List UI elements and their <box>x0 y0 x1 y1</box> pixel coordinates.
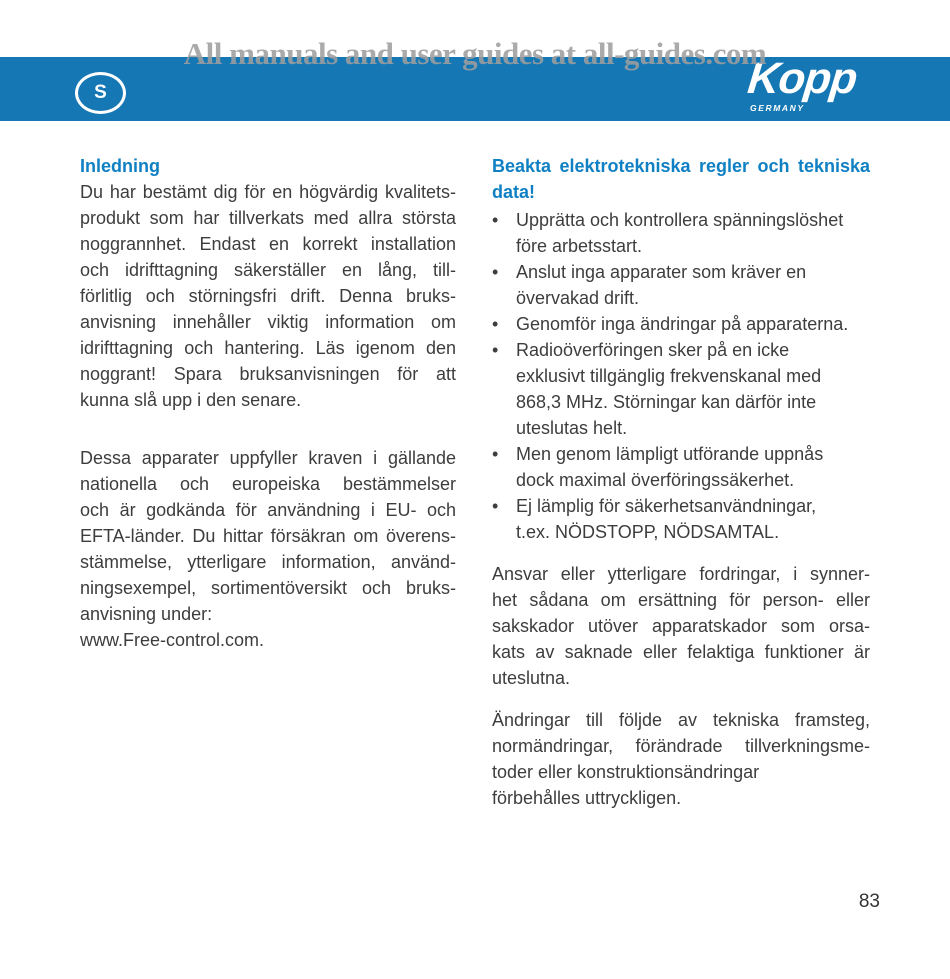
compliance-paragraph: Dessa apparater uppfyller kraven i gällande nationella och europeiska bestämmelser och är godkända för användning i EU- och EFTA-länder. Du hittar försäkran om överens- stämmelse, ytterligare information, använd- ningsexempel, sortimentöversikt och bruks- anvisning under: <box>80 448 456 624</box>
right-column <box>492 153 870 811</box>
bullet-text: Men genom lämpligt utförande uppnås dock maximal överföringssäkerhet. <box>516 444 824 490</box>
liability-paragraph: Ansvar eller ytterligare fordringar, i synner- het sådana om ersättning för person- eller sakskador utöver apparatskador som orsa- kats av saknade eller felaktiga funktioner är uteslutna. <box>492 564 870 688</box>
changes-paragraph: Ändringar till följde av tekniska framsteg, normändringar, förändrade tillverkningsme- toder eller konstruktionsändringar förbehålles uttryckligen. <box>492 710 870 808</box>
bullet-item <box>492 311 870 337</box>
bullet-dot-icon: • <box>492 496 499 516</box>
left-column <box>80 153 456 653</box>
watermark-text: All manuals and user guides at all-guides.com <box>183 36 767 71</box>
bullet-item <box>492 337 870 441</box>
bullet-dot-icon: • <box>492 314 499 334</box>
bullet-dot-icon: • <box>492 210 499 230</box>
s-badge-letter: S <box>94 82 107 103</box>
safety-bullet-list <box>492 207 870 545</box>
brand-name: Kopp <box>745 54 860 103</box>
brand-country: GERMANY <box>750 103 805 113</box>
bullet-text: Genomför inga ändringar på apparaterna. <box>516 314 849 334</box>
bullet-dot-icon: • <box>492 444 499 464</box>
bullet-item <box>492 259 870 311</box>
bullet-text: Anslut inga apparater som kräver en övervakad drift. <box>516 262 807 308</box>
left-section-heading: Inledning <box>80 156 160 176</box>
website-url: www.Free-control.com. <box>80 630 265 650</box>
bullet-text: Radioöverföringen sker på en icke exklusivt tillgänglig frekvenskanal med 868,3 MHz. Störningar kan därför inte uteslutas helt. <box>516 340 822 438</box>
bullet-text: Ej lämplig för säkerhetsanvändningar, t.ex. NÖDSTOPP, NÖDSAMTAL. <box>516 496 817 542</box>
page-number: 83 <box>858 891 880 912</box>
bullet-text: Upprätta och kontrollera spänningslöshet före arbetsstart. <box>516 210 844 256</box>
s-circle-icon <box>75 72 126 114</box>
bullet-item <box>492 441 870 493</box>
bullet-item <box>492 493 870 545</box>
right-section-heading: Beakta elektrotekniska regler och tekniska data! <box>492 156 870 202</box>
bullet-dot-icon: • <box>492 262 499 282</box>
bullet-item <box>492 207 870 259</box>
intro-paragraph: Du har bestämt dig för en högvärdig kvalitets- produkt som har tillverkats med allra största noggrannhet. Endast en korrekt installation och idrifttagning säkerställer en lång, till- förlitlig och störningsfri drift. Denna bruks- anvisning innehåller viktig information om idrifttagning och hantering. Läs igenom den noggrant! Spara bruksanvisningen för att kunna slå upp i den senare. <box>80 182 456 410</box>
bullet-dot-icon: • <box>492 340 499 360</box>
